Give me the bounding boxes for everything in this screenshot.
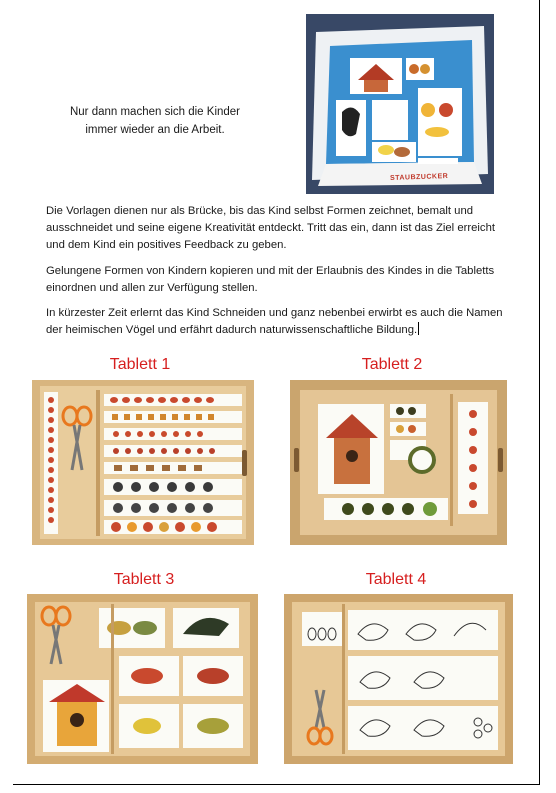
box-photo bbox=[306, 14, 494, 194]
tray-2-caption: Tablett 2 bbox=[361, 356, 423, 373]
paragraph-3-wrap bbox=[46, 305, 516, 339]
tray-4-caption: Tablett 4 bbox=[365, 571, 427, 588]
tray-2-photo bbox=[290, 380, 507, 545]
text-cursor bbox=[418, 322, 419, 335]
tray-3-photo bbox=[27, 594, 258, 764]
tray-1-photo bbox=[32, 380, 254, 545]
box-photo-drawing bbox=[306, 14, 494, 194]
tray-1-caption: Tablett 1 bbox=[109, 356, 171, 373]
box-label: STAUBZUCKER bbox=[389, 172, 449, 183]
tray-3-caption: Tablett 3 bbox=[113, 571, 175, 588]
intro-text bbox=[45, 103, 265, 139]
intro-line-1: Nur dann machen sich die Kinder bbox=[69, 106, 241, 118]
tray-2-drawing bbox=[290, 380, 507, 545]
paragraph-2: Gelungene Formen von Kindern kopieren und mit der Erlaubnis des Kindes in die Tabletts einordnen und allen zur Verfügung stellen. bbox=[46, 265, 495, 294]
paragraph-3: In kürzester Zeit erlernt das Kind Schneiden und ganz nebenbei erwirbt es auch die Namen der heimischen Vögel und erfährt dadurch naturwissenschaftliche Bildung. bbox=[46, 307, 503, 336]
tray-1-drawing bbox=[32, 380, 254, 545]
tray-4-photo bbox=[284, 594, 513, 764]
intro-line-2: immer wieder an die Arbeit. bbox=[85, 124, 225, 136]
paragraph-1: Die Vorlagen dienen nur als Brücke, bis das Kind selbst Formen zeichnet, bemalt und ausschneidet und seine eigene Kreativität entdeckt. Tritt das ein, dann ist das Ziel erreicht und dem Kind ein positives Feedback zu geben. bbox=[46, 205, 495, 251]
tray-3-drawing bbox=[27, 594, 258, 764]
tray-4-drawing bbox=[284, 594, 513, 764]
